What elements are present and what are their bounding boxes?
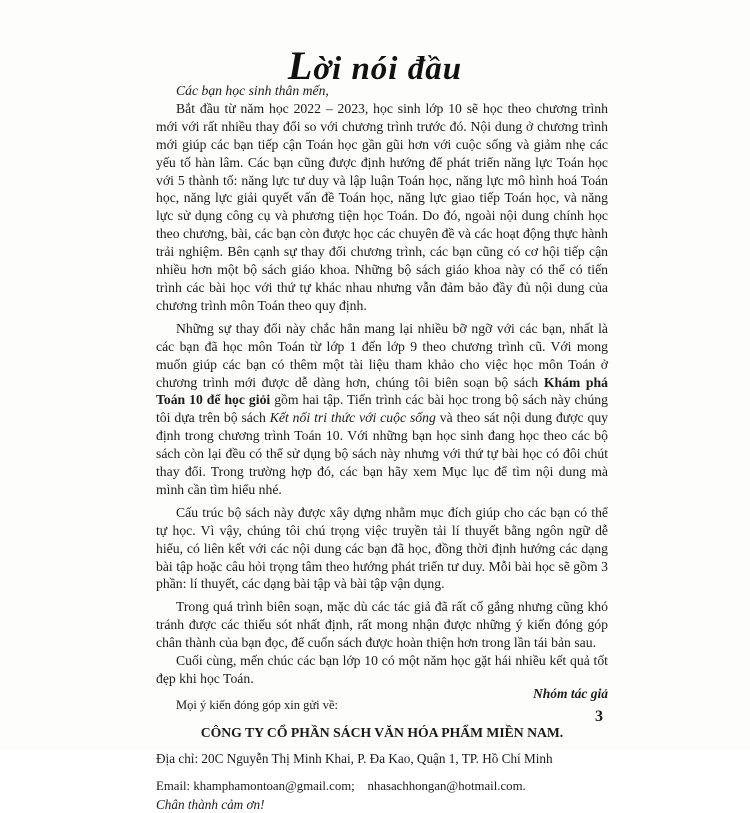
paragraph-2-part-3: và theo sát nội dung được quy định trong chương trình Toán 10. Với những bạn học sinh đang học theo các bộ sách còn lại đều có thể sử dụng bộ sách này nhưng với thứ tự bài học có đôi chút thay đổi. Trong trường hợp đó, các bạn hãy xem Mục lục để tìm nội dung mà mình cần tìm hiểu nhé. xyxy=(156,410,609,497)
title-initial: L xyxy=(287,43,314,88)
signature: Nhóm tác giả xyxy=(532,686,608,701)
greeting: Các bạn học sinh thân mến, xyxy=(176,83,329,98)
paragraph-2 xyxy=(156,320,608,499)
company-name: CÔNG TY CỔ PHẦN SÁCH VĂN HÓA PHẨM MIỀN NAM. xyxy=(200,724,564,740)
paragraph-2-part-2: gồm hai tập. Tiến trình các bài học trong bộ sách này chúng tôi dựa trên bộ sách xyxy=(156,392,608,426)
address: Địa chỉ: 20C Nguyễn Thị Minh Khai, P. Đa Kao, Quận 1, TP. Hồ Chí Minh xyxy=(156,750,553,766)
paragraph-5: Cuối cùng, mến chúc các bạn lớp 10 có một năm học gặt hái nhiều kết quả tốt đẹp khi học Toán. xyxy=(156,653,608,686)
thanks-line: Chân thành cảm ơn! xyxy=(156,796,265,812)
preface-body xyxy=(156,82,608,813)
email-line: Email: khamphamontoan@gmail.com; nhasachhongan@hotmail.com. xyxy=(156,778,526,793)
page-number: 3 xyxy=(595,708,603,725)
series-title: Kết nối tri thức với cuộc sống xyxy=(269,410,436,426)
title-rest: ời nói đầu xyxy=(313,51,463,87)
book-title: Khám phá Toán 10 để học giỏi xyxy=(156,374,609,408)
contact-intro: Mọi ý kiến đóng góp xin gửi về: xyxy=(176,697,338,712)
paragraph-2-part-1: Những sự thay đổi này chắc hẳn mang lại nhiều bỡ ngỡ với các bạn, nhất là các bạn đã học môn Toán từ lớp 1 đến lớp 9 theo chương trình cũ. Với mong muốn giúp các bạn có thêm một tài liệu tham khảo cho việc học môn Toán ở chương trình mới được dễ dàng hơn, chúng tôi biên soạn bộ sách xyxy=(156,320,608,390)
paragraph-4: Trong quá trình biên soạn, mặc dù các tác giả đã rất cố gắng nhưng cũng khó tránh được các thiếu sót nhất định, rất mong nhận được những ý kiến đóng góp chân thành của bạn đọc, để cuốn sách được hoàn thiện hơn trong lần tái bản sau. xyxy=(156,599,608,651)
paragraph-3: Cấu trúc bộ sách này được xây dựng nhằm mục đích giúp cho các bạn có thể tự học. Vì vậy, chúng tôi chú trọng việc truyền tải lí thuyết bằng ngôn ngữ dễ hiểu, có liên kết với các nội dung các bạn đã học, đồng thời định hướng các dạng bài tập hoặc câu hỏi trọng tâm theo hướng phát triển tư duy. Mỗi bài học sẽ gồm 3 phần: lí thuyết, các dạng bài tập và bài tập vận dụng. xyxy=(156,504,608,592)
paragraph-1: Bắt đầu từ năm học 2022 – 2023, học sinh lớp 10 sẽ học theo chương trình mới với rất nhiều thay đổi so với chương trình trước đó. Nội dung ở chương trình mới giúp các bạn tiếp cận Toán học gần gũi hơn với cuộc sống và giảm nhẹ các yếu tố hàn lâm. Các bạn cũng được định hướng để phát triển năng lực Toán học với 5 thành tố: năng lực tư duy và lập luận Toán học, năng lực mô hình hoá Toán học, năng lực giải quyết vấn đề Toán học, năng lực giao tiếp Toán học, và năng lực sử dụng công cụ và phương tiện học Toán. Do đó, ngoài nội dung chính học theo chương, bài, các bạn còn được học các chuyên đề và các hoạt động thực hành trải nghiệm. Bên cạnh sự thay đổi chương trình, các bạn cũng có cơ hội tiếp cận nhiều hơn một bộ sách giáo khoa. Những bộ sách giáo khoa này có thể có tiến trình các bài học với thứ tự khác nhau nhưng vẫn đảm bảo đầy đủ nội dung của chương trình môn Toán theo quy định. xyxy=(156,100,608,313)
